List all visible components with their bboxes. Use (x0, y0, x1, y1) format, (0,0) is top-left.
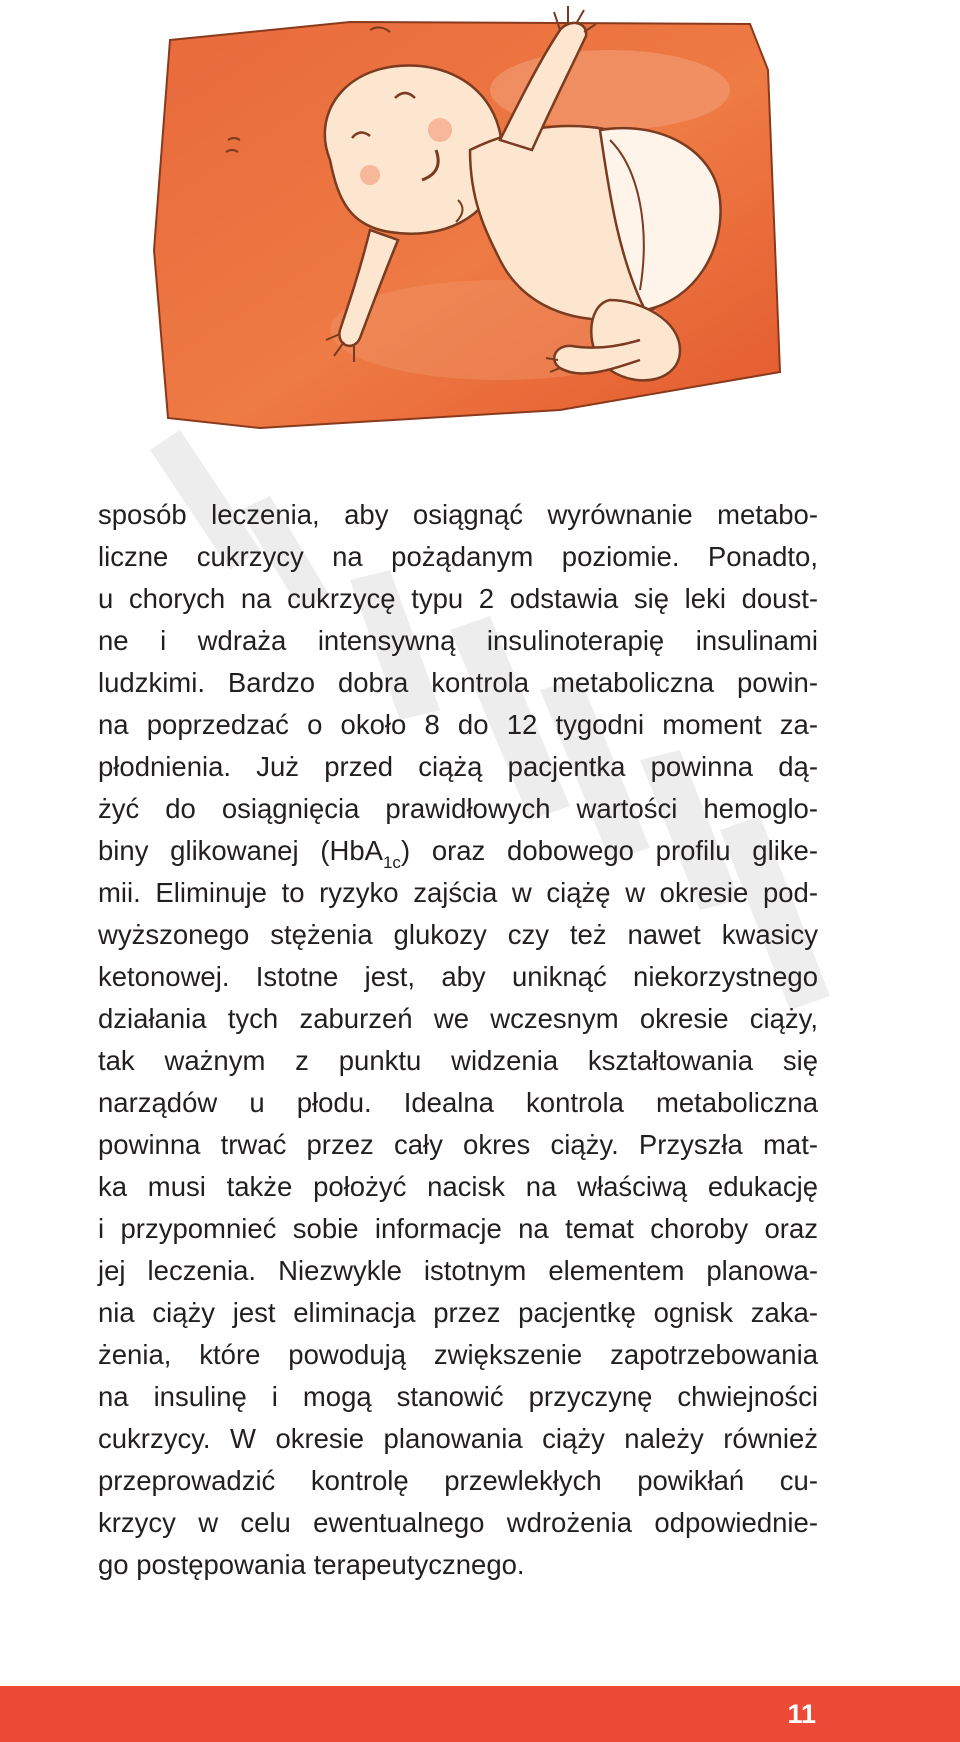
text-line: u chorych na cukrzycę typu 2 odstawia się leki doust- (98, 583, 818, 614)
text-line: przeprowadzić kontrolę przewlekłych powikłań cu- (98, 1465, 818, 1496)
hba-subscript: 1c (382, 853, 401, 872)
text-line: żenia, które powodują zwiększenie zapotrzebowania (98, 1339, 818, 1370)
text-line: narządów u płodu. Idealna kontrola metaboliczna (98, 1087, 818, 1118)
baby-on-blanket-illustration (140, 0, 800, 460)
text-line: na insulinę i mogą stanowić przyczynę chwiejności (98, 1381, 818, 1412)
text-line: sposób leczenia, aby osiągnąć wyrównanie metabo- (98, 499, 818, 530)
text-line: działania tych zaburzeń we wczesnym okresie ciąży, (98, 1003, 818, 1034)
text-line: ketonowej. Istotne jest, aby uniknąć niekorzystnego (98, 961, 818, 992)
text-line: mii. Eliminuje to ryzyko zajścia w ciążę w okresie pod- (98, 877, 818, 908)
watermark (120, 430, 880, 1150)
text-line: cukrzycy. W okresie planowania ciąży należy również (98, 1423, 818, 1454)
text-line: płodnienia. Już przed ciążą pacjentka powinna dą- (98, 751, 818, 782)
text-line: żyć do osiągnięcia prawidłowych wartości hemoglo- (98, 793, 818, 824)
text-line-hba1c (98, 834, 818, 872)
text-line: nia ciąży jest eliminacja przez pacjentkę ognisk zaka- (98, 1297, 818, 1328)
footer-bar (0, 1686, 960, 1742)
text-line: ludzkimi. Bardzo dobra kontrola metaboliczna powin- (98, 667, 818, 698)
hba-text-before: biny glikowanej (HbA (98, 835, 383, 866)
text-line: tak ważnym z punktu widzenia kształtowania się (98, 1045, 818, 1076)
baby-icon (140, 0, 800, 460)
text-line-last: go postępowania terapeutycznego. (98, 1549, 525, 1580)
text-line: jej leczenia. Niezwykle istotnym elementem planowa- (98, 1255, 818, 1286)
watermark-mark (120, 430, 880, 1150)
text-line: powinna trwać przez cały okres ciąży. Przyszła mat- (98, 1129, 818, 1160)
text-line: na poprzedzać o około 8 do 12 tygodni moment za- (98, 709, 818, 740)
text-line: i przypomnieć sobie informacje na temat choroby oraz (98, 1213, 818, 1244)
hba-text-after: ) oraz dobowego profilu glike- (400, 835, 819, 866)
text-line: wyższonego stężenia glukozy czy też nawet kwasicy (98, 919, 818, 950)
page-number: 11 (787, 1699, 816, 1729)
text-line: ne i wdraża intensywną insulinoterapię insulinami (98, 625, 818, 656)
text-line: krzycy w celu ewentualnego wdrożenia odpowiednie- (98, 1507, 818, 1538)
text-line: liczne cukrzycy na pożądanym poziomie. Ponadto, (98, 541, 818, 572)
text-line: ka musi także położyć nacisk na właściwą edukację (98, 1171, 818, 1202)
